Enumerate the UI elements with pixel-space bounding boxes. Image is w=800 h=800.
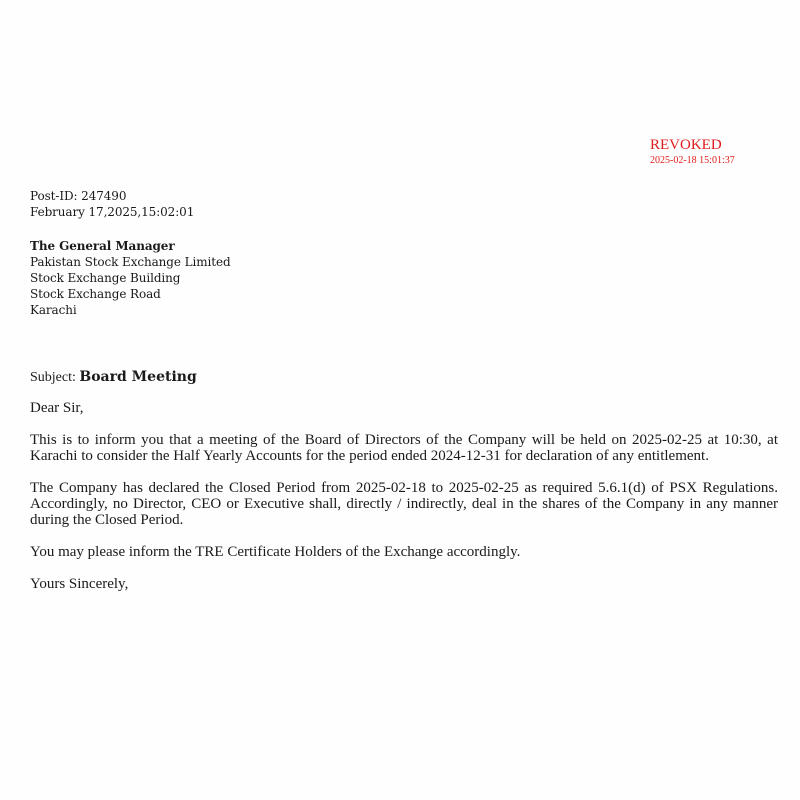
closing: Yours Sincerely,: [30, 576, 129, 592]
recipient-address: [30, 238, 231, 318]
subject-title: Board Meeting: [79, 369, 197, 385]
post-id: Post-ID: 247490: [30, 189, 127, 203]
recipient-line: Karachi: [30, 303, 77, 317]
paragraph-closed-period: The Company has declared the Closed Period from 2025-02-18 to 2025-02-25 as required 5.6.1(d) of PSX Regulations. Accordingly, no Director, CEO or Executive shall, directly / indirectly, deal in the shares of the Company in any manner during the Closed Period.: [30, 480, 778, 528]
recipient-line: Stock Exchange Building: [30, 271, 181, 285]
recipient-line: Pakistan Stock Exchange Limited: [30, 255, 231, 269]
subject-prefix: Subject:: [30, 370, 76, 385]
post-header: [30, 188, 194, 220]
revoked-status: [650, 136, 735, 168]
salutation: Dear Sir,: [30, 400, 84, 416]
status-label: REVOKED: [650, 137, 722, 153]
paragraph-inform: You may please inform the TRE Certificate Holders of the Exchange accordingly.: [30, 544, 521, 560]
subject-line: [30, 368, 197, 387]
status-timestamp: 2025-02-18 15:01:37: [650, 155, 735, 166]
letter-body: [30, 400, 778, 608]
post-date: February 17,2025,15:02:01: [30, 205, 195, 219]
recipient-line: Stock Exchange Road: [30, 287, 161, 301]
recipient-title: The General Manager: [30, 239, 175, 253]
paragraph-meeting: This is to inform you that a meeting of the Board of Directors of the Company will be held on 2025-02-25 at 10:30, at Karachi to consider the Half Yearly Accounts for the period ended 2024-12-31 for declaration of any entitlement.: [30, 432, 778, 464]
